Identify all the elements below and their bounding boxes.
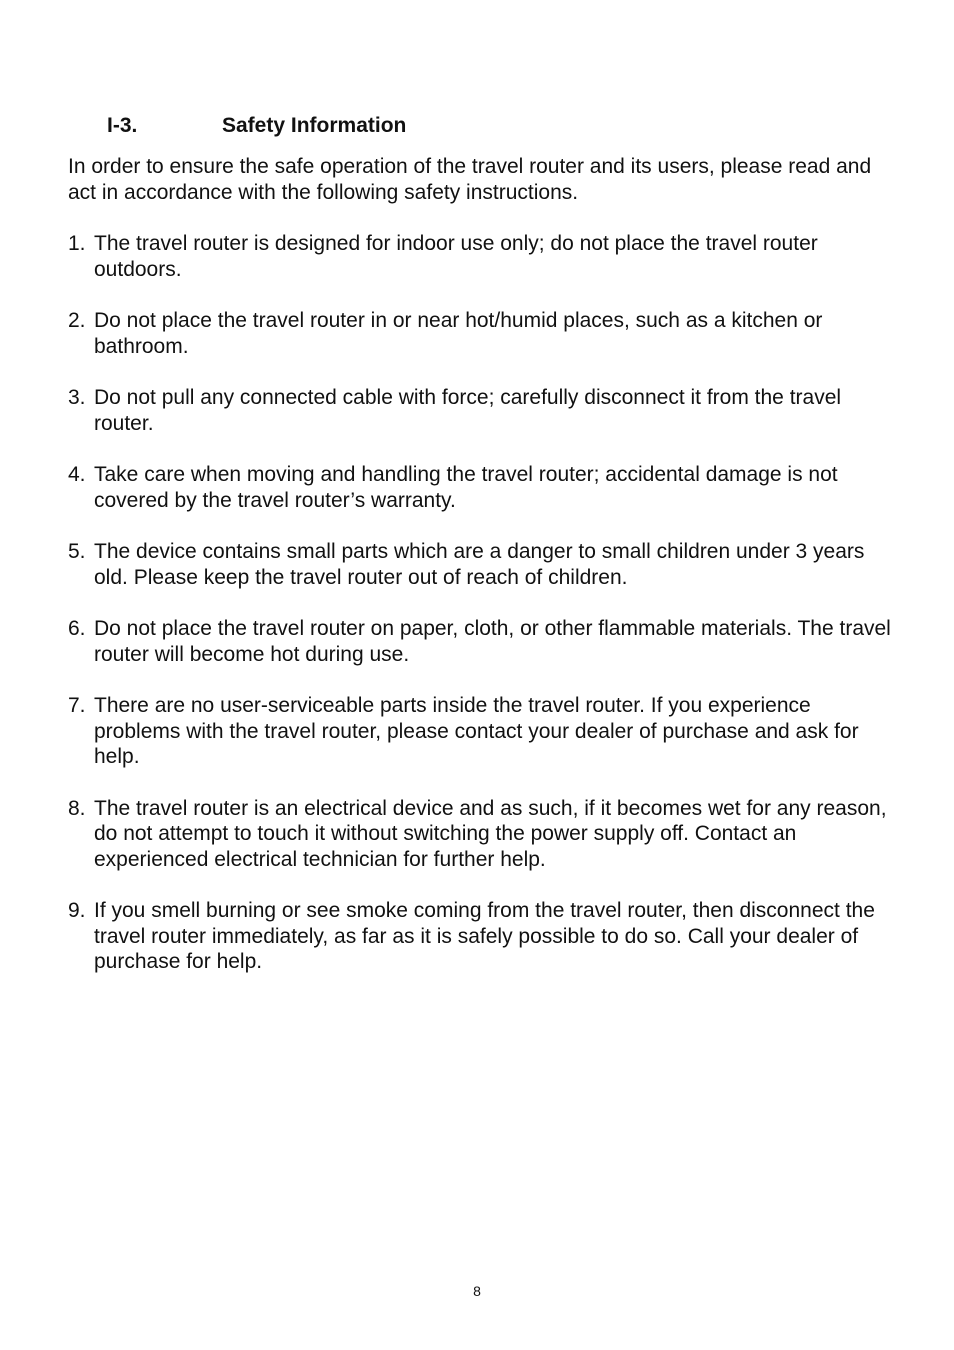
- list-item: [68, 231, 898, 282]
- list-item-text: Take care when moving and handling the travel router; accidental damage is not covered by the travel router’s warranty.: [94, 463, 838, 512]
- list-item: [68, 898, 898, 975]
- list-item-text: Do not pull any connected cable with force; carefully disconnect it from the travel router.: [94, 386, 842, 435]
- section-heading: [107, 112, 406, 140]
- list-item-number: 9.: [68, 899, 86, 922]
- page-number: 8: [473, 1283, 481, 1299]
- safety-instructions-list: [68, 231, 898, 1001]
- list-item: [68, 308, 898, 359]
- list-item-number: 7.: [68, 694, 86, 717]
- list-item: [68, 385, 898, 436]
- section-title: Safety Information: [222, 114, 407, 137]
- list-item-text: The travel router is designed for indoor use only; do not place the travel router outdoors.: [94, 232, 818, 281]
- list-item: [68, 693, 898, 770]
- list-item: [68, 539, 898, 590]
- intro-paragraph: In order to ensure the safe operation of the travel router and its users, please read and act in accordance with the following safety instructions.: [68, 155, 872, 204]
- list-item-number: 8.: [68, 796, 86, 820]
- section-number: I-3.: [107, 114, 138, 137]
- list-item-number: 2.: [68, 309, 86, 332]
- list-item-number: 6.: [68, 617, 86, 640]
- list-item-number: 1.: [68, 232, 86, 255]
- list-item-text: Do not place the travel router in or near hot/humid places, such as a kitchen or bathroom.: [94, 309, 823, 358]
- list-item: [68, 796, 898, 873]
- list-item: [68, 616, 898, 667]
- list-item: [68, 462, 898, 513]
- list-item-number: 3.: [68, 386, 86, 409]
- list-item-text: The travel router is an electrical device and as such, if it becomes wet for any reason, do not attempt to touch it without switching the power supply off. Contact an experienced electrical technician for further help.: [94, 796, 887, 871]
- list-item-text: If you smell burning or see smoke coming from the travel router, then disconnect the travel router immediately, as far as it is safely possible to do so. Call your dealer of purchase for help.: [94, 899, 875, 973]
- list-item-text: Do not place the travel router on paper, cloth, or other flammable materials. The travel router will become hot during use.: [94, 617, 891, 666]
- list-item-number: 4.: [68, 463, 86, 486]
- list-item-text: There are no user-serviceable parts inside the travel router. If you experience problems with the travel router, please contact your dealer of purchase and ask for help.: [94, 694, 859, 768]
- list-item-text: The device contains small parts which are a danger to small children under 3 years old. Please keep the travel router out of reach of children.: [94, 540, 865, 589]
- list-item-number: 5.: [68, 540, 86, 563]
